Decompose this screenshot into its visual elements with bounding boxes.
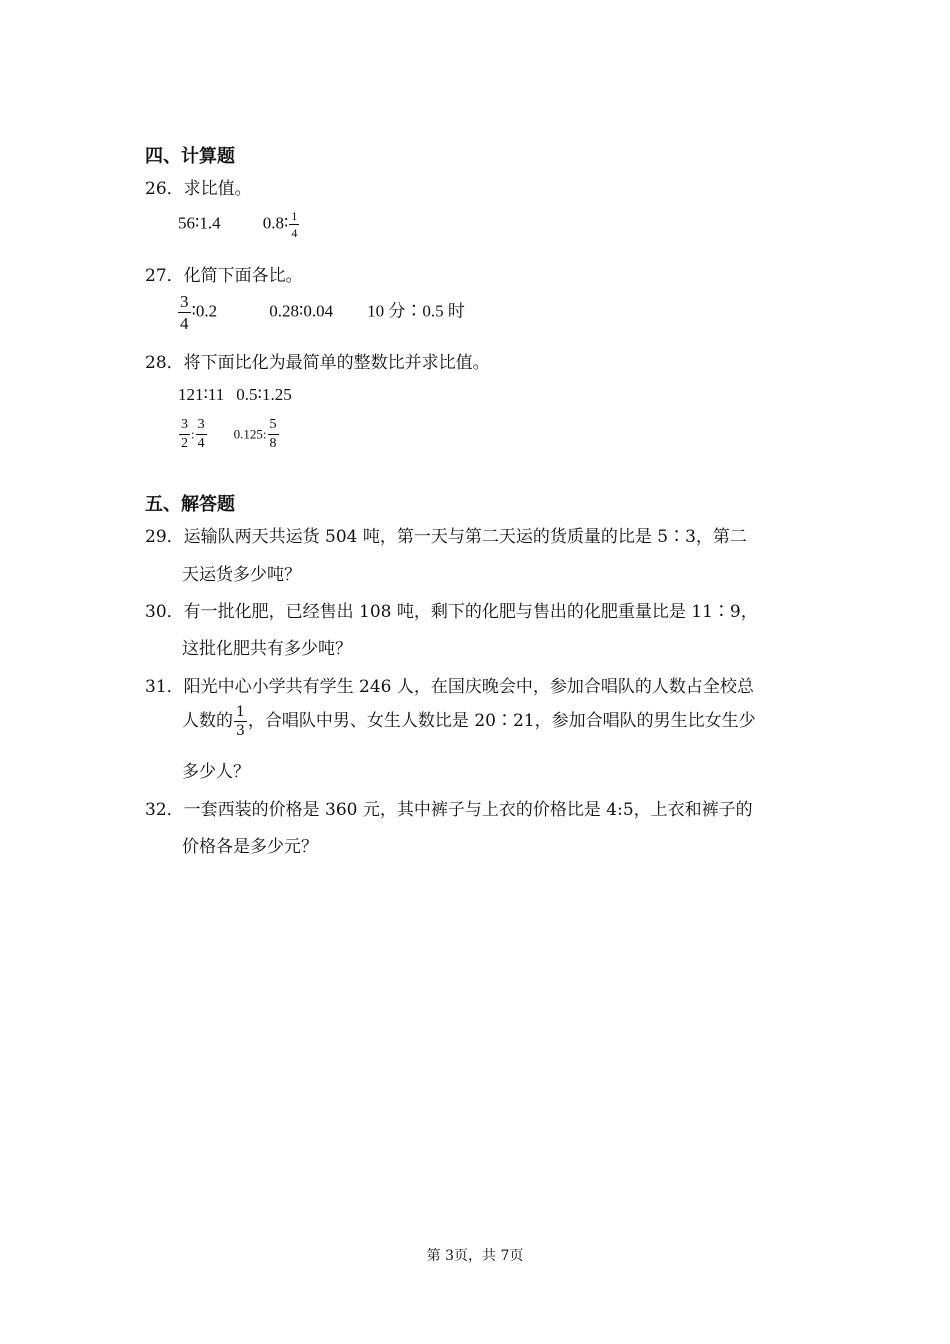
question-26 bbox=[145, 174, 252, 199]
question-number: 28． bbox=[145, 353, 184, 373]
section-5-title: 五、解答题 bbox=[145, 494, 235, 515]
question-number: 26． bbox=[145, 179, 184, 199]
question-28 bbox=[145, 348, 490, 373]
question-32-line2: 价格各是多少元？ bbox=[182, 837, 318, 857]
q28-expr2: 0.5∶1.25 bbox=[236, 385, 292, 404]
question-line: 有一批化肥，已经售出 108 吨，剩下的化肥与售出的化肥重量比是 11∶9， bbox=[183, 602, 758, 622]
question-text: 求比值。 bbox=[183, 179, 252, 199]
q27-expr3: 10 分∶0.5 时 bbox=[367, 301, 465, 321]
section-4-title: 四、计算题 bbox=[145, 146, 235, 167]
question-text: 将下面比化为最简单的整数比并求比值。 bbox=[183, 353, 490, 373]
question-29 bbox=[145, 522, 747, 547]
q26-fraction: $\frac{1}{4}$ bbox=[291, 209, 298, 240]
q27-expr2: 0.28∶0.04 bbox=[269, 301, 334, 321]
question-31 bbox=[145, 672, 754, 697]
question-number: 32． bbox=[145, 800, 184, 820]
question-number: 29． bbox=[145, 527, 184, 547]
q28-colon: : bbox=[191, 426, 195, 442]
question-line: 一套西装的价格是 360 元，其中裤子与上衣的价格比是 4:5，上衣和裤子的 bbox=[183, 800, 753, 820]
question-line: 阳光中心小学共有学生 246 人，在国庆晚会中，参加合唱队的人数占全校总 bbox=[183, 677, 754, 697]
question-line: ，合唱队中男、女生人数比是 20∶21，参加合唱队的男生比女生少 bbox=[247, 711, 756, 731]
question-line: 人数的 bbox=[182, 711, 233, 731]
q26-expr1: 56∶1.4 bbox=[178, 213, 221, 233]
q28-expr1: 121∶11 bbox=[178, 385, 225, 404]
q31-fraction: $\frac{1}{3}$ bbox=[236, 704, 245, 739]
question-30-line2: 这批化肥共有多少吨？ bbox=[182, 639, 352, 659]
question-line: 运输队两天共运货 504 吨，第一天与第二天运的货质量的比是 5∶3，第二 bbox=[183, 527, 747, 547]
q28-expressions-row1 bbox=[178, 385, 292, 405]
q28-expressions-row2 bbox=[178, 418, 280, 451]
q28-fraction-c: $\frac{5}{8}$ bbox=[269, 417, 277, 451]
question-31-line2 bbox=[182, 705, 756, 738]
question-number: 27． bbox=[145, 266, 184, 286]
question-27 bbox=[145, 261, 303, 286]
q28-fraction-a: $\frac{3}{2}$ bbox=[181, 417, 188, 451]
question-29-line2: 天运货多少吨？ bbox=[182, 565, 301, 585]
page-footer: 第 3页，共 7页 bbox=[426, 1248, 524, 1264]
question-32 bbox=[145, 795, 753, 820]
q27-expressions bbox=[177, 293, 465, 332]
q27-expr1-rhs: ∶0.2 bbox=[191, 301, 218, 321]
q27-fraction: $\frac{3}{4}$ bbox=[180, 292, 189, 333]
q26-expr2-lhs: 0.8∶ bbox=[262, 213, 289, 233]
question-number: 30． bbox=[145, 602, 184, 622]
question-number: 31． bbox=[145, 677, 184, 697]
q26-expressions bbox=[178, 210, 300, 239]
question-31-line3: 多少人？ bbox=[182, 762, 250, 782]
question-text: 化简下面各比。 bbox=[183, 266, 303, 286]
question-30 bbox=[145, 597, 758, 622]
q28-expr4-lhs: 0.125: bbox=[233, 426, 267, 442]
q28-fraction-b: $\frac{3}{4}$ bbox=[197, 417, 205, 451]
